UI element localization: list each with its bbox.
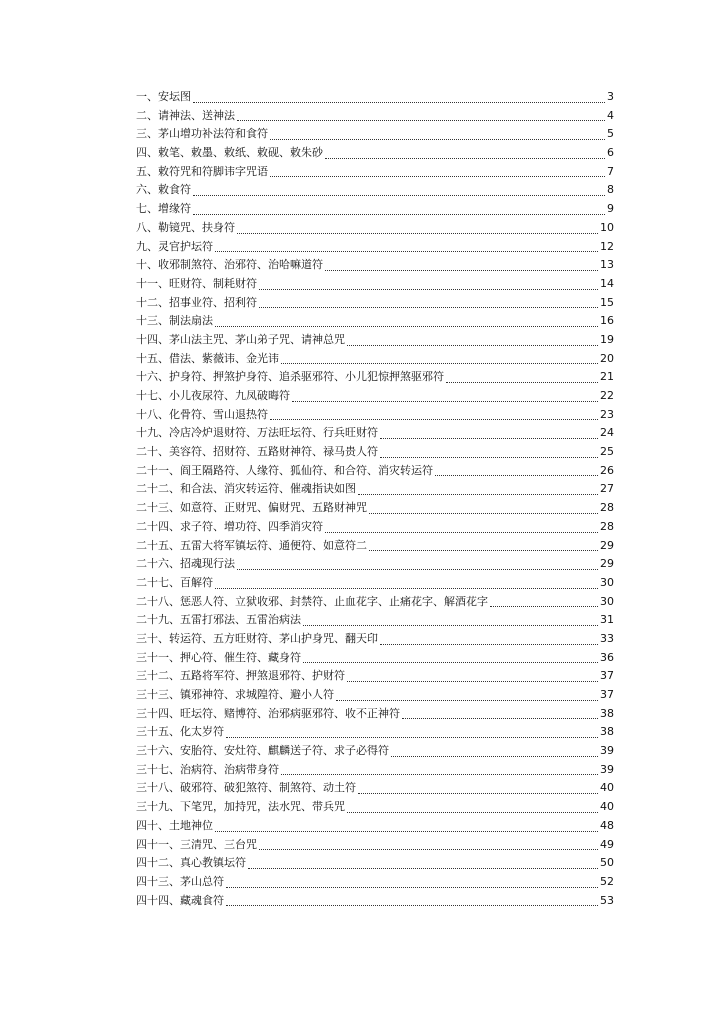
toc-entry-title[interactable]: 二十三、如意符、正财咒、偏财咒、五路财神咒: [136, 501, 367, 515]
toc-entry-title[interactable]: 十八、化骨符、雪山退热符: [136, 407, 268, 421]
toc-entry[interactable]: [136, 200, 614, 219]
toc-entry-title[interactable]: 九、灵官护坛符: [136, 239, 213, 253]
toc-entry[interactable]: [136, 368, 614, 387]
toc-entry[interactable]: [136, 238, 614, 257]
toc-entry-page-number[interactable]: 28: [600, 519, 614, 533]
toc-entry[interactable]: [136, 854, 614, 873]
toc-entry-title[interactable]: 三十一、押心符、催生符、藏身符: [136, 650, 301, 664]
toc-entry-page-number[interactable]: 36: [600, 650, 614, 664]
toc-entry[interactable]: [136, 798, 614, 817]
toc-entry-page-number[interactable]: 39: [600, 762, 614, 776]
toc-entry-title[interactable]: 三十八、破邪符、破犯煞符、制煞符、动土符: [136, 781, 356, 795]
dot-leader: [490, 605, 598, 607]
toc-entry-title[interactable]: 四十二、真心教镇坛符: [136, 856, 246, 870]
toc-entry-page-number[interactable]: 53: [600, 893, 614, 907]
toc-entry[interactable]: [136, 406, 614, 425]
dot-leader: [325, 531, 598, 533]
dot-leader: [237, 568, 598, 570]
dot-leader: [215, 250, 598, 252]
dot-leader: [435, 474, 598, 476]
toc-entry-page-number[interactable]: 33: [600, 631, 614, 645]
dot-leader: [303, 661, 598, 663]
toc-entry-page-number[interactable]: 37: [600, 669, 614, 683]
dot-leader: [237, 119, 605, 121]
toc-entry-title[interactable]: 二十五、五雷大将军镇坛符、通便符、如意符二: [136, 538, 367, 552]
toc-entry[interactable]: [136, 443, 614, 462]
table-of-contents: [136, 88, 614, 910]
toc-entry[interactable]: [136, 705, 614, 724]
toc-entry[interactable]: [136, 555, 614, 574]
dot-leader: [369, 549, 598, 551]
toc-entry-title[interactable]: 二十二、和合法、消灾转运符、催魂指诀如图: [136, 482, 356, 496]
toc-entry-page-number[interactable]: 23: [600, 407, 614, 421]
toc-entry-page-number[interactable]: 20: [600, 351, 614, 365]
toc-entry-title[interactable]: 四十一、三清咒、三台咒: [136, 837, 257, 851]
toc-entry-page-number[interactable]: 10: [600, 220, 614, 234]
toc-entry[interactable]: [136, 779, 614, 798]
toc-entry-title[interactable]: 十四、茅山法主咒、茅山弟子咒、请神总咒: [136, 332, 345, 346]
toc-entry-page-number[interactable]: 9: [607, 202, 614, 216]
dot-leader: [281, 362, 598, 364]
toc-entry-title[interactable]: 二十一、阎王隔路符、人缘符、狐仙符、和合符、消灾转运符: [136, 463, 433, 477]
toc-entry-page-number[interactable]: 14: [600, 276, 614, 290]
toc-entry-page-number[interactable]: 13: [600, 258, 614, 272]
dot-leader: [347, 811, 598, 813]
toc-entry[interactable]: [136, 387, 614, 406]
toc-entry[interactable]: [136, 163, 614, 182]
toc-entry-page-number[interactable]: 19: [600, 332, 614, 346]
dot-leader: [259, 288, 598, 290]
toc-entry-page-number[interactable]: 39: [600, 744, 614, 758]
toc-entry-title[interactable]: 四十、土地神位: [136, 818, 213, 832]
toc-entry-title[interactable]: 四十四、藏魂食符: [136, 893, 224, 907]
dot-leader: [215, 830, 598, 832]
dot-leader: [336, 699, 598, 701]
toc-entry[interactable]: [136, 649, 614, 668]
dot-leader: [303, 624, 598, 626]
toc-entry-page-number[interactable]: 31: [600, 613, 614, 627]
toc-entry-title[interactable]: 十九、冷店冷炉退财符、万法旺坛符、行兵旺财符: [136, 426, 378, 440]
dot-leader: [270, 175, 605, 177]
dot-leader: [446, 381, 598, 383]
toc-entry[interactable]: [136, 480, 614, 499]
dot-leader: [281, 773, 598, 775]
toc-entry-page-number[interactable]: 5: [607, 127, 614, 141]
toc-entry-page-number[interactable]: 49: [600, 837, 614, 851]
toc-entry[interactable]: [136, 181, 614, 200]
toc-entry-page-number[interactable]: 29: [600, 557, 614, 571]
toc-entry[interactable]: [136, 574, 614, 593]
dot-leader: [380, 643, 598, 645]
toc-entry[interactable]: [136, 761, 614, 780]
toc-entry[interactable]: [136, 593, 614, 612]
toc-entry-title[interactable]: 三十二、五路将军符、押煞退邪符、护财符: [136, 669, 345, 683]
dot-leader: [380, 456, 598, 458]
toc-entry-title[interactable]: 十三、制法扇法: [136, 314, 213, 328]
toc-entry-title[interactable]: 二、请神法、送神法: [136, 108, 235, 122]
toc-entry[interactable]: [136, 836, 614, 855]
toc-entry-page-number[interactable]: 30: [600, 594, 614, 608]
toc-entry[interactable]: [136, 462, 614, 481]
toc-entry-title[interactable]: 二十、美容符、招财符、五路财神符、禄马贵人符: [136, 445, 378, 459]
toc-entry-page-number[interactable]: 16: [600, 314, 614, 328]
toc-entry[interactable]: [136, 350, 614, 369]
toc-entry-page-number[interactable]: 50: [600, 856, 614, 870]
dot-leader: [215, 325, 598, 327]
toc-entry-page-number[interactable]: 48: [600, 818, 614, 832]
toc-entry[interactable]: [136, 873, 614, 892]
toc-entry[interactable]: [136, 88, 614, 107]
toc-entry-page-number[interactable]: 40: [600, 781, 614, 795]
dot-leader: [193, 194, 605, 196]
toc-entry-title[interactable]: 四、敕笔、敕墨、敕纸、敕砚、敕朱砂: [136, 146, 323, 160]
dot-leader: [292, 400, 598, 402]
dot-leader: [270, 138, 605, 140]
toc-entry-title[interactable]: 二十六、招魂现行法: [136, 557, 235, 571]
toc-entry[interactable]: [136, 611, 614, 630]
dot-leader: [325, 157, 605, 159]
toc-entry[interactable]: [136, 518, 614, 537]
toc-entry-page-number[interactable]: 52: [600, 874, 614, 888]
toc-entry-title[interactable]: 十七、小儿夜尿符、九凤破晦符: [136, 389, 290, 402]
toc-entry[interactable]: [136, 125, 614, 144]
dot-leader: [402, 717, 598, 719]
toc-entry-title[interactable]: 七、增缘符: [136, 202, 191, 216]
dot-leader: [193, 213, 605, 215]
dot-leader: [391, 755, 598, 757]
toc-entry-title[interactable]: 四十三、茅山总符: [136, 874, 224, 888]
toc-entry-page-number[interactable]: 29: [600, 538, 614, 552]
dot-leader: [215, 587, 598, 589]
toc-entry-page-number[interactable]: 38: [600, 725, 614, 739]
dot-leader: [226, 886, 598, 888]
toc-entry-title[interactable]: 三十九、下笔咒，加持咒，法水咒、带兵咒: [136, 800, 345, 814]
toc-entry-title[interactable]: 三十、转运符、五方旺财符、茅山护身咒、翻天印: [136, 631, 378, 645]
toc-entry-page-number[interactable]: 6: [607, 146, 614, 160]
toc-entry-title[interactable]: 六、敕食符: [136, 183, 191, 197]
toc-entry[interactable]: [136, 499, 614, 518]
dot-leader: [380, 437, 598, 439]
toc-entry[interactable]: [136, 686, 614, 705]
toc-entry-page-number[interactable]: 26: [600, 463, 614, 477]
toc-entry-title[interactable]: 二十八、惩恶人符、立狱收邪、封禁符、止血花字、止痛花字、解酒花字: [136, 594, 488, 608]
toc-entry[interactable]: [136, 107, 614, 126]
toc-entry-title[interactable]: 十五、借法、紫薇讳、金光讳: [136, 351, 279, 365]
dot-leader: [226, 904, 598, 906]
toc-entry-page-number[interactable]: 15: [600, 295, 614, 309]
toc-entry-page-number[interactable]: 22: [600, 389, 614, 402]
dot-leader: [347, 344, 598, 346]
toc-entry-page-number[interactable]: 21: [600, 370, 614, 384]
toc-entry-page-number[interactable]: 38: [600, 706, 614, 720]
toc-entry-title[interactable]: 三十四、旺坛符、赌博符、治邪病驱邪符、收不正神符: [136, 706, 400, 720]
toc-entry-page-number[interactable]: 3: [607, 90, 614, 103]
toc-entry-title[interactable]: 二十九、五雷打邪法、五雷治病法: [136, 613, 301, 627]
dot-leader: [325, 269, 598, 271]
toc-entry-title[interactable]: 十二、招事业符、招利符: [136, 295, 257, 309]
toc-entry[interactable]: [136, 294, 614, 313]
toc-entry[interactable]: [136, 667, 614, 686]
dot-leader: [270, 418, 598, 420]
toc-entry-page-number[interactable]: 25: [600, 445, 614, 459]
toc-entry-page-number[interactable]: 8: [607, 183, 614, 197]
dot-leader: [226, 736, 598, 738]
toc-entry-title[interactable]: 三十六、安胎符、安灶符、麒麟送子符、求子必得符: [136, 744, 389, 758]
toc-entry-title[interactable]: 八、勒镜咒、扶身符: [136, 220, 235, 234]
dot-leader: [358, 493, 598, 495]
toc-entry-title[interactable]: 十、收邪制煞符、治邪符、治哈嘛道符: [136, 258, 323, 272]
toc-entry-title[interactable]: 十一、旺财符、制耗财符: [136, 276, 257, 290]
toc-entry-page-number[interactable]: 12: [600, 239, 614, 253]
toc-entry-page-number[interactable]: 24: [600, 426, 614, 440]
toc-entry[interactable]: [136, 424, 614, 443]
toc-entry[interactable]: [136, 144, 614, 163]
dot-leader: [237, 232, 598, 234]
toc-entry-page-number[interactable]: 37: [600, 688, 614, 701]
dot-leader: [259, 848, 598, 850]
toc-entry[interactable]: [136, 630, 614, 649]
toc-entry-title[interactable]: 十六、护身符、押煞护身符、追杀驱邪符、小儿犯惊押煞驱邪符: [136, 370, 444, 384]
toc-entry[interactable]: [136, 331, 614, 350]
toc-entry-page-number[interactable]: 30: [600, 575, 614, 589]
toc-entry[interactable]: [136, 275, 614, 294]
dot-leader: [358, 792, 598, 794]
toc-entry-page-number[interactable]: 40: [600, 800, 614, 814]
toc-entry-title[interactable]: 二十四、求子符、增功符、四季消灾符: [136, 519, 323, 533]
toc-entry[interactable]: [136, 723, 614, 742]
toc-entry[interactable]: [136, 312, 614, 331]
dot-leader: [369, 512, 598, 514]
toc-entry-title[interactable]: 一、安坛图: [136, 90, 191, 103]
dot-leader: [259, 306, 598, 308]
toc-entry-page-number[interactable]: 4: [607, 108, 614, 122]
toc-entry-title[interactable]: 三十三、镇邪神符、求城隍符、避小人符: [136, 688, 334, 701]
toc-entry[interactable]: [136, 256, 614, 275]
toc-entry[interactable]: [136, 742, 614, 761]
toc-entry-page-number[interactable]: 7: [607, 164, 614, 178]
toc-entry[interactable]: [136, 537, 614, 556]
toc-entry-title[interactable]: 三、茅山增功补法符和食符: [136, 127, 268, 141]
dot-leader: [248, 867, 598, 869]
toc-entry[interactable]: [136, 817, 614, 836]
toc-entry[interactable]: [136, 892, 614, 911]
dot-leader: [347, 680, 598, 682]
toc-entry[interactable]: [136, 219, 614, 238]
toc-entry-title[interactable]: 二十七、百解符: [136, 575, 213, 589]
dot-leader: [193, 101, 605, 103]
toc-entry-page-number[interactable]: 28: [600, 501, 614, 515]
toc-entry-title[interactable]: 三十五、化太岁符: [136, 725, 224, 739]
toc-entry-page-number[interactable]: 27: [600, 482, 614, 496]
toc-entry-title[interactable]: 三十七、治病符、治病带身符: [136, 762, 279, 776]
toc-entry-title[interactable]: 五、敕符咒和符脚讳字咒语: [136, 164, 268, 178]
